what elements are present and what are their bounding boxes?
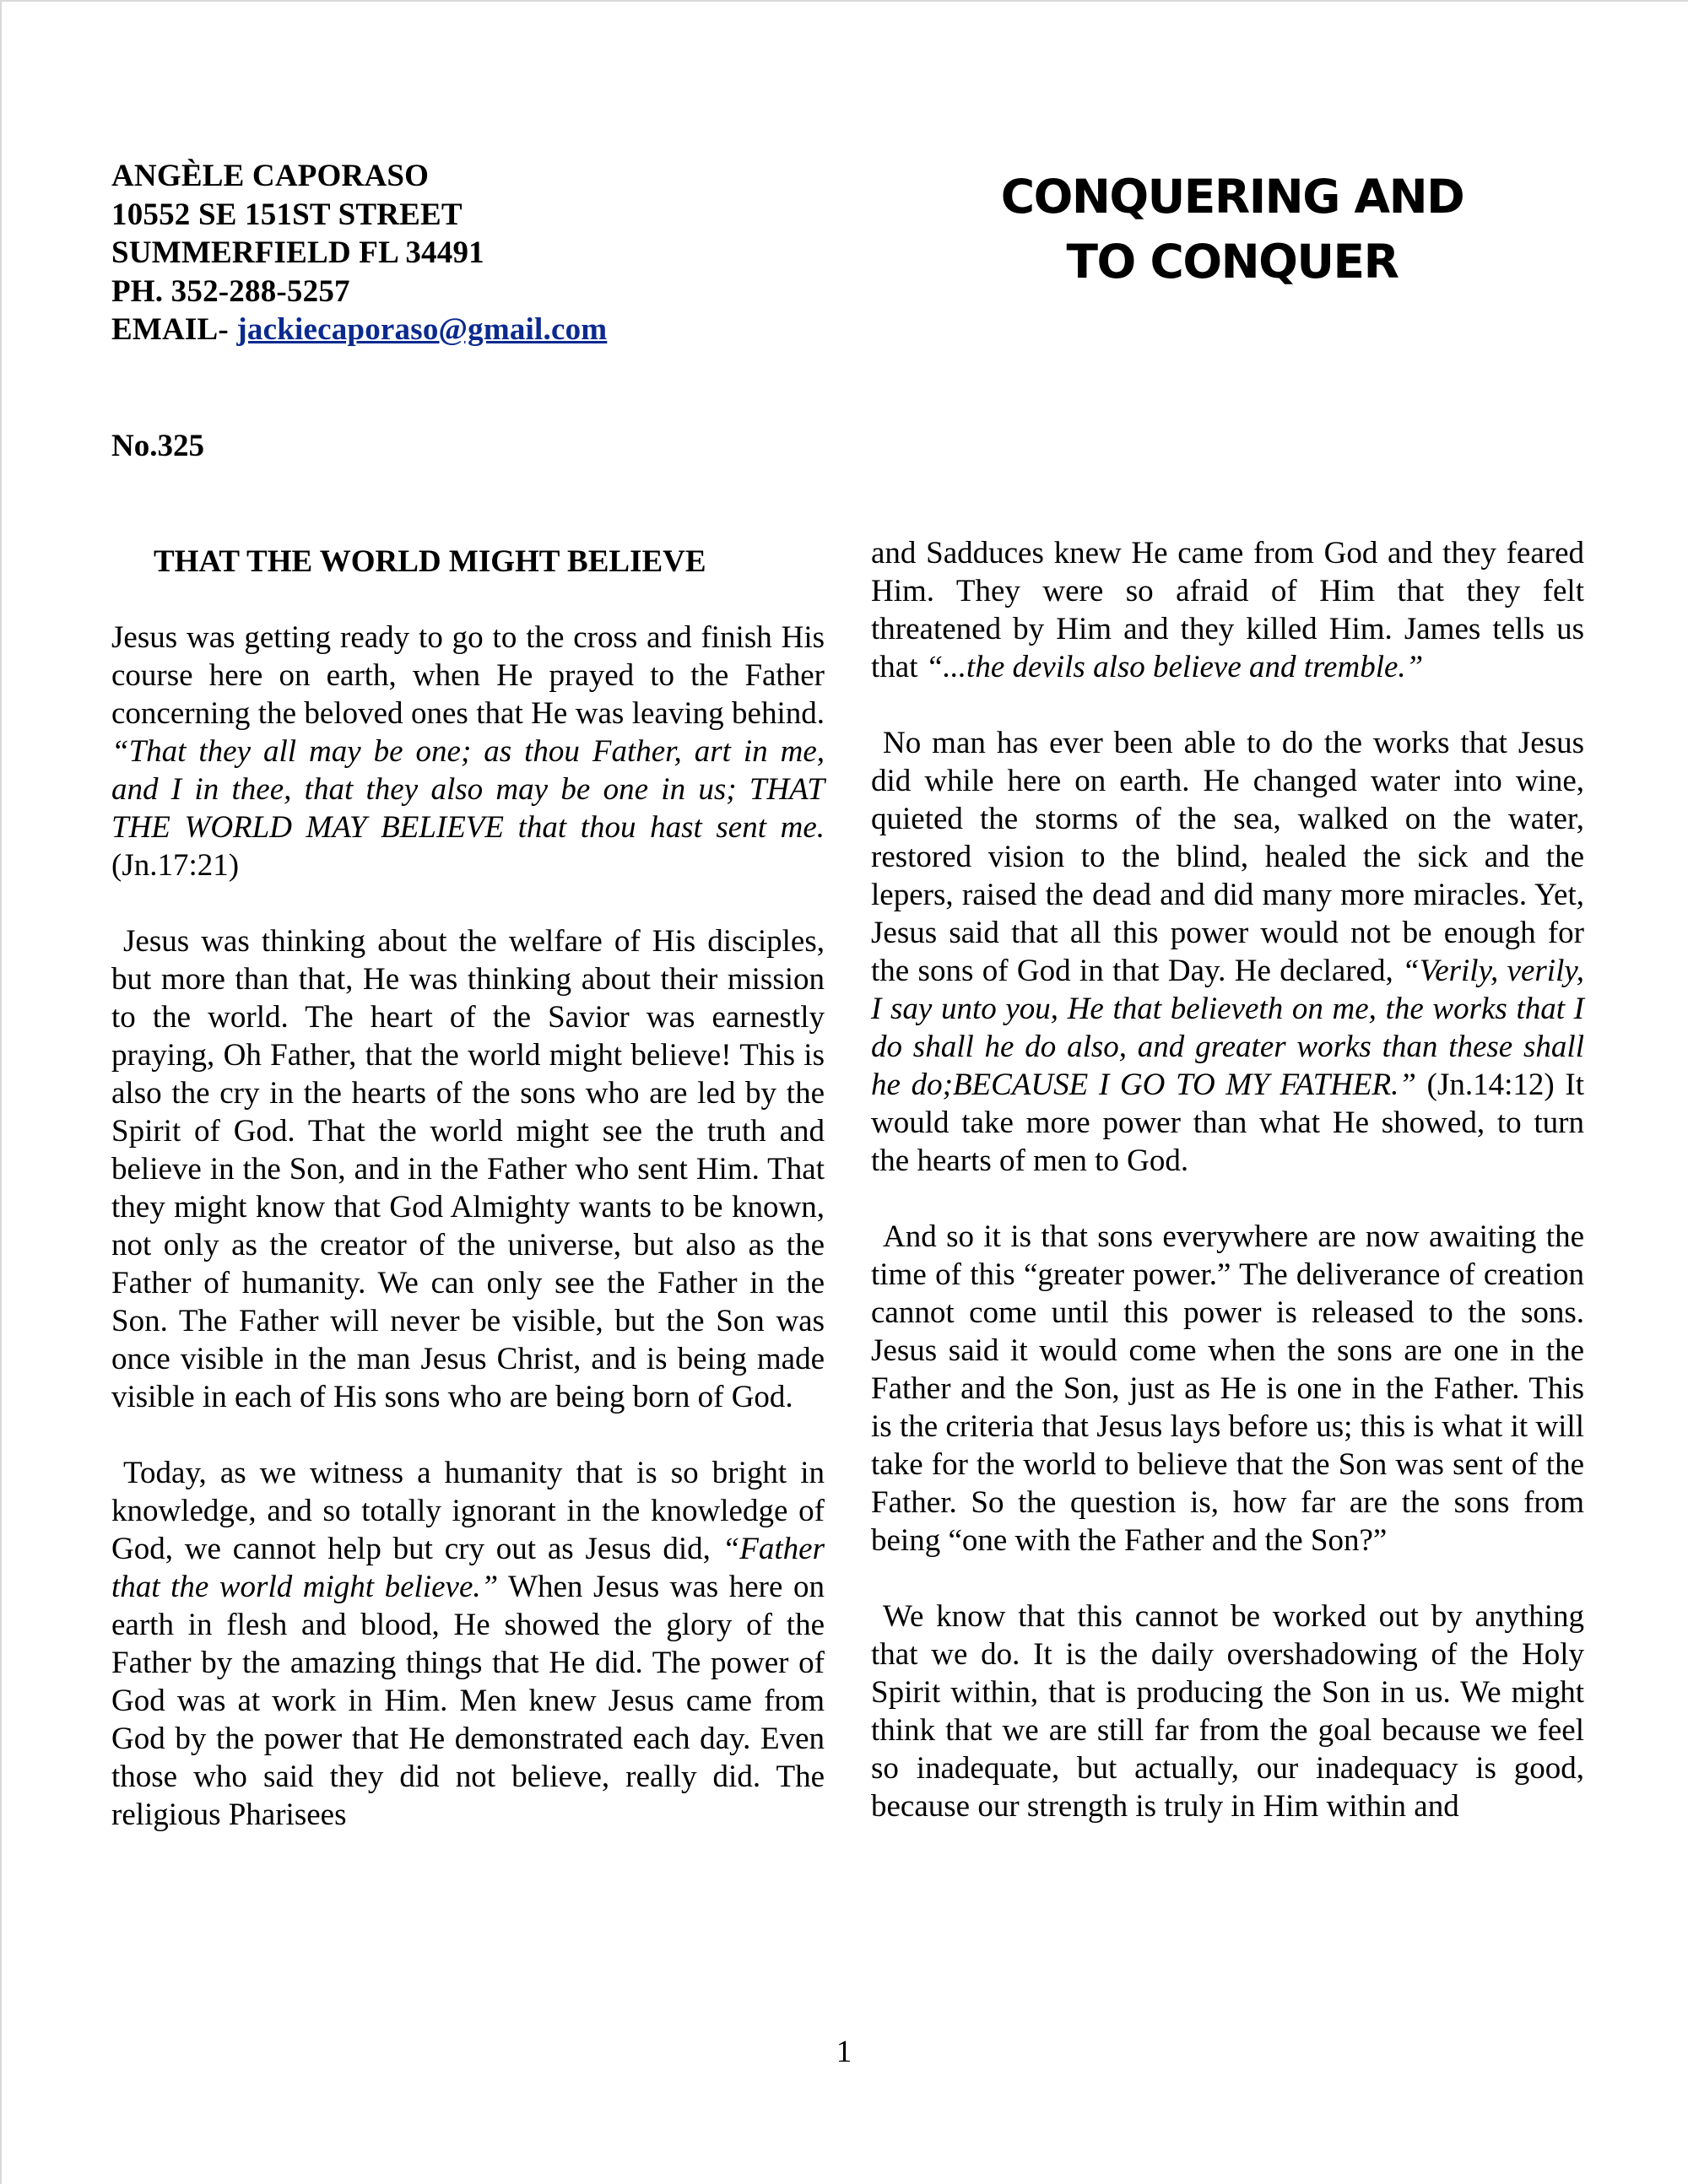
paragraph-3-text: Today, as we witness a humanity that is so bright in knowledge, and so totally ignorant in the knowledge of God, we cannot help but cry out as Jesus did, [111, 1456, 825, 1566]
paragraph-4-text: and Sadduces knew He came from God and they feared Him. They were so afraid of Him that they felt threatened by Him and they killed Him. James tells us that [871, 536, 1584, 684]
email-label: EMAIL- [111, 312, 237, 347]
paragraph-5 [871, 724, 1584, 1180]
quote-father-world-believe: “Father that the world might believe.” [111, 1532, 825, 1604]
email-link[interactable]: jackiecaporaso@gmail.com [236, 312, 608, 347]
email-line [111, 311, 607, 349]
publication-title [962, 165, 1502, 295]
paragraph-1 [111, 619, 825, 884]
paragraph-3-rest: When Jesus was here on earth in flesh and blood, He showed the glory of the Father by the amazing things that He did. The power of God was at work in Him. Men knew Jesus came from God by the power that He demonstrated each day. Even those who said they did not believe, really did. The religious Pharisees [111, 1570, 825, 1832]
paragraph-5-text: No man has ever been able to do the works that Jesus did while here on earth. He changed water into wine, quieted the storms of the sea, walked on the water, restored vision to the blind, healed the sick and the lepers, raised the dead and did many more miracles. Yet, Jesus said that all this power would not be enough for the sons of God in that Day. He declared, [871, 726, 1584, 988]
paragraph-2: Jesus was thinking about the welfare of His disciples, but more than that, He was thinking about their mission to the world. The heart of the Savior was earnestly praying, Oh Father, that the world might believe! This is also the cry in the hearts of the sons who are led by the Spirit of God. That the world might see the truth and believe in the Son, and in the Father who sent Him. That they might know that God Almighty wants to be known, not only as the creator of the universe, but also as the Father of humanity. We can only see the Father in the Son. The Father will never be visible, but the Son was once visible in the man Jesus Christ, and is being made visible in each of His sons who are being born of God. [111, 924, 825, 1414]
paragraph-6: And so it is that sons everywhere are now awaiting the time of this “greater power.” The deliverance of creation cannot come until this power is released to the sons. Jesus said it would come when the sons are one in the Father and the Son, just as He is one in the Father. This is the criteria that Jesus lays before us; this is what it will take for the world to believe that the Son was sent of the Father. So the question is, how far are the sons from being “one with the Father and the Son?” [871, 1219, 1584, 1558]
paragraph-7: We know that this cannot be worked out by anything that we do. It is the daily overshadowing of the Holy Spirit within, that is producing the Son in us. We might think that we are still far from the goal because we feel so inadequate, but actually, our inadequacy is good, because our strength is truly in Him within and [871, 1599, 1584, 1824]
quote-devils-believe: “...the devils also believe and tremble.” [925, 650, 1424, 684]
paragraph-1-text: Jesus was getting ready to go to the cross and finish His course here on earth, when He prayed to the Father concerning the beloved ones that He was leaving behind. [111, 620, 825, 731]
issue-number: No.325 [111, 429, 204, 463]
left-column [111, 534, 825, 1834]
author-name: ANGÈLE CAPORASO [111, 159, 430, 193]
phone-number: PH. 352-288-5257 [111, 273, 350, 309]
page-number: 1 [836, 2035, 852, 2069]
street-address: 10552 SE 151ST STREET [111, 197, 463, 232]
author-address-block [111, 157, 607, 349]
paragraph-4 [871, 534, 1584, 686]
city-state-zip: SUMMERFIELD FL 34491 [111, 235, 484, 270]
publication-title-line-2: TO CONQUER [1066, 235, 1399, 289]
scripture-quote-jn-17-21: “That they all may be one; as thou Father, art in me, and I in thee, that they also may be one in us; THAT THE WORLD MAY BELIEVE that thou hast sent me. [111, 734, 825, 845]
paragraph-3 [111, 1454, 825, 1834]
publication-title-line-1: CONQUERING AND [1000, 170, 1464, 224]
scripture-quote-jn-14-12: “Verily, verily, I say unto you, He that believeth on me, the works that I do shall he do also, and greater works than these shall he do;BECAUSE I GO TO MY FATHER.” [871, 954, 1584, 1102]
article-heading: THAT THE WORLD MIGHT BELIEVE [154, 544, 706, 579]
scripture-ref-jn-17-21: (Jn.17:21) [111, 848, 240, 883]
right-column [871, 534, 1584, 1825]
paragraph-5-rest: (Jn.14:12) It would take more power than what He showed, to turn the hearts of men to God. [871, 1068, 1584, 1178]
